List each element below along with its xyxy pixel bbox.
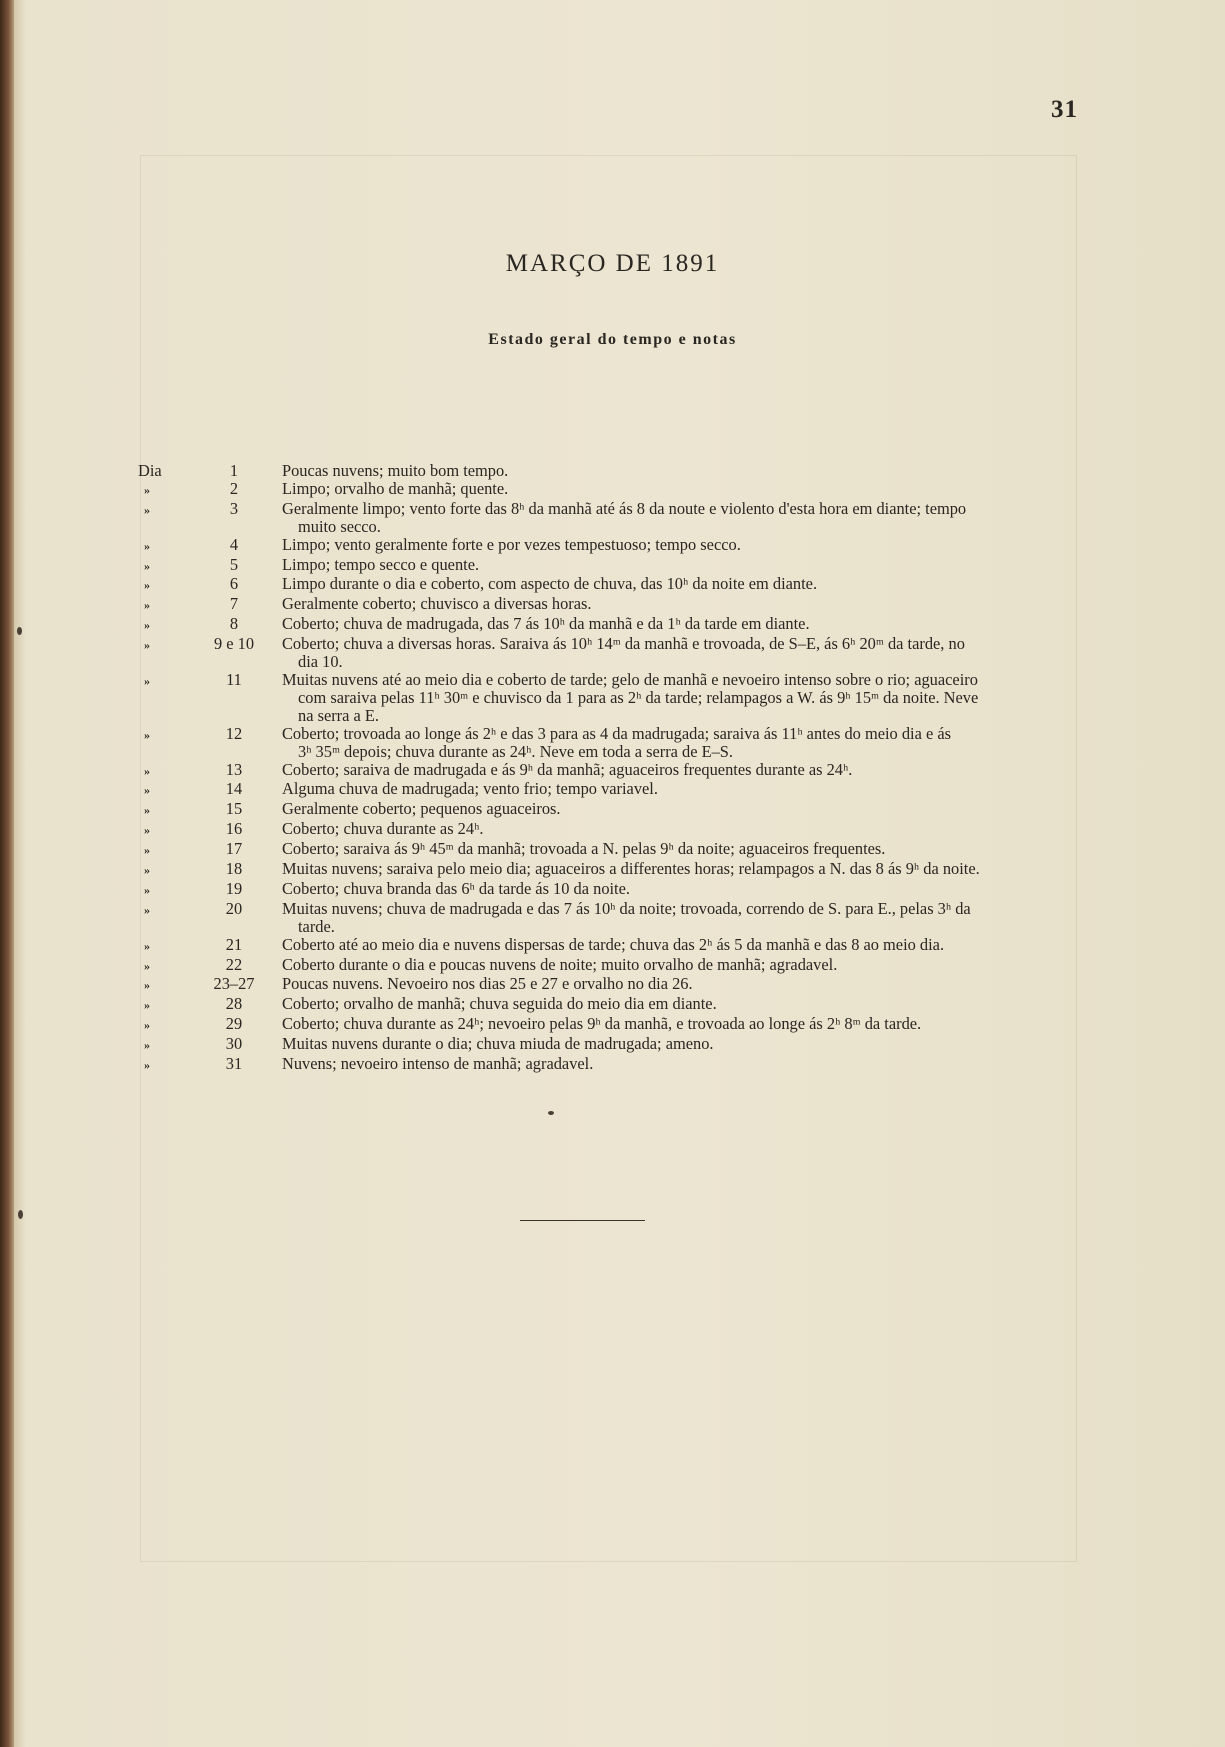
entry-row xyxy=(130,880,1075,900)
entry-day: 12 xyxy=(225,723,243,743)
entry-day: 30 xyxy=(225,1034,243,1054)
entry-row xyxy=(130,956,1075,976)
entry-text xyxy=(282,556,1075,576)
entry-row xyxy=(130,615,1075,635)
ditto-mark: » xyxy=(144,863,150,878)
entry-row xyxy=(130,595,1075,615)
entry-text xyxy=(282,956,1075,976)
entry-text xyxy=(282,575,1075,595)
entry-day: 3 xyxy=(229,498,239,518)
entry-text-continuation: muito secco. xyxy=(298,516,381,536)
entry-day: 31 xyxy=(225,1054,243,1074)
entry-row xyxy=(130,671,1075,725)
entry-row xyxy=(130,1035,1075,1055)
entry-row xyxy=(130,820,1075,840)
entry-text-line: Coberto durante o dia e poucas nuvens de noite; muito orvalho de manhã; agradavel. xyxy=(282,954,838,974)
entry-day: 22 xyxy=(225,954,243,974)
entry-row xyxy=(130,1055,1075,1075)
entry-row xyxy=(130,975,1075,995)
ditto-mark: » xyxy=(144,803,150,818)
entry-day: 6 xyxy=(229,574,239,594)
ditto-mark: » xyxy=(144,958,150,973)
entry-text-line: Coberto; chuva durante as 24ʰ. xyxy=(282,819,484,839)
ditto-mark: » xyxy=(144,902,150,917)
entry-day: 11 xyxy=(226,669,242,689)
entry-day: 13 xyxy=(225,759,243,779)
entry-text xyxy=(282,900,1075,936)
entry-day: 23–27 xyxy=(213,974,255,994)
entry-text-line: Nuvens; nevoeiro intenso de manhã; agradavel. xyxy=(282,1054,594,1074)
entry-text-line: Geralmente limpo; vento forte das 8ʰ da manhã até ás 8 da noute e violento d'esta hora em diante; tempo xyxy=(282,498,967,518)
ditto-mark: » xyxy=(144,1058,150,1073)
ditto-mark: » xyxy=(144,998,150,1013)
entry-text xyxy=(282,671,1075,725)
page-subtitle: Estado geral do tempo e notas xyxy=(488,331,737,348)
entry-text xyxy=(282,975,1075,995)
ditto-mark: » xyxy=(144,978,150,993)
day-column-label: Dia xyxy=(138,461,162,480)
entry-text-continuation: 3ʰ 35ᵐ depois; chuva durante as 24ʰ. Neve em toda a serra de E–S. xyxy=(298,741,734,761)
entry-text xyxy=(282,1055,1075,1075)
entry-text xyxy=(282,635,1075,671)
paper-speck xyxy=(18,1210,23,1219)
entry-row xyxy=(130,900,1075,936)
ditto-mark: » xyxy=(144,763,150,778)
entry-text xyxy=(282,860,1075,880)
entry-text-line: Geralmente coberto; chuvisco a diversas horas. xyxy=(282,594,592,614)
page-number: 31 xyxy=(1051,96,1078,123)
entry-text-line: Coberto; orvalho de manhã; chuva seguida do meio dia em diante. xyxy=(282,994,717,1014)
entry-text-line: Limpo; vento geralmente forte e por vezes tempestuoso; tempo secco. xyxy=(282,534,741,554)
entry-row xyxy=(130,536,1075,556)
entry-day: 19 xyxy=(225,878,243,898)
entry-text-line: Muitas nuvens durante o dia; chuva miuda de madrugada; ameno. xyxy=(282,1034,714,1054)
ditto-mark: » xyxy=(144,823,150,838)
entry-day: 1 xyxy=(229,461,239,480)
entry-text-continuation: com saraiva pelas 11ʰ 30ᵐ e chuvisco da 1 para as 2ʰ da tarde; relampagos a W. ás 9ʰ 15ᵐ da noite. Neve xyxy=(298,687,979,707)
entry-row xyxy=(130,995,1075,1015)
entry-row xyxy=(130,761,1075,781)
closing-rule xyxy=(520,1220,645,1221)
entry-text xyxy=(282,595,1075,615)
entry-text xyxy=(282,462,1075,480)
entry-row xyxy=(130,500,1075,536)
entry-text-line: Coberto até ao meio dia e nuvens dispersas de tarde; chuva das 2ʰ ás 5 da manhã e das 8 ao meio dia. xyxy=(282,934,945,954)
entry-day: 17 xyxy=(225,839,243,859)
entry-text-line: Limpo; orvalho de manhã; quente. xyxy=(282,478,509,498)
entry-row xyxy=(130,480,1075,500)
paper-speck xyxy=(17,627,22,635)
entry-text-continuation: na serra a E. xyxy=(298,705,379,725)
entry-day: 2 xyxy=(229,478,239,498)
entry-text xyxy=(282,780,1075,800)
entry-text-line: Muitas nuvens até ao meio dia e coberto de tarde; gelo de manhã e nevoeiro intenso sobre o rio; aguaceiro xyxy=(282,669,978,689)
entry-day: 29 xyxy=(225,1014,243,1034)
entry-row xyxy=(130,462,1075,480)
entry-row xyxy=(130,936,1075,956)
entry-row xyxy=(130,800,1075,820)
entry-text xyxy=(282,480,1075,500)
entry-day: 7 xyxy=(229,594,239,614)
ditto-mark: » xyxy=(144,558,150,573)
entry-text-line: Limpo durante o dia e coberto, com aspecto de chuva, das 10ʰ da noite em diante. xyxy=(282,574,818,594)
ditto-mark: » xyxy=(144,638,150,653)
entry-text-line: Coberto; chuva de madrugada, das 7 ás 10ʰ da manhã e da 1ʰ da tarde em diante. xyxy=(282,614,810,634)
entry-row xyxy=(130,840,1075,860)
ditto-mark: » xyxy=(144,482,150,497)
entry-text xyxy=(282,840,1075,860)
entry-row xyxy=(130,635,1075,671)
entry-text-line: Coberto; chuva a diversas horas. Saraiva ás 10ʰ 14ᵐ da manhã e trovoada, de S–E, ás 6ʰ 20ᵐ da tarde, no xyxy=(282,634,965,654)
entry-text xyxy=(282,725,1075,761)
entry-text-line: Coberto; chuva branda das 6ʰ da tarde ás 10 da noite. xyxy=(282,878,630,898)
entry-text-line: Poucas nuvens; muito bom tempo. xyxy=(282,461,509,480)
weather-notes-list xyxy=(130,462,1075,1075)
entry-text xyxy=(282,820,1075,840)
entry-text xyxy=(282,615,1075,635)
ditto-mark: » xyxy=(144,1018,150,1033)
entry-text xyxy=(282,936,1075,956)
ditto-mark: » xyxy=(144,938,150,953)
entry-day: 5 xyxy=(229,554,239,574)
entry-text-continuation: tarde. xyxy=(298,916,335,936)
entry-day: 18 xyxy=(225,859,243,879)
entry-day: 14 xyxy=(225,779,243,799)
ditto-mark: » xyxy=(144,727,150,742)
entry-text-continuation: dia 10. xyxy=(298,652,343,672)
ditto-mark: » xyxy=(144,578,150,593)
entry-day: 9 e 10 xyxy=(213,634,255,654)
ditto-mark: » xyxy=(144,783,150,798)
entry-row xyxy=(130,1015,1075,1035)
entry-text-line: Alguma chuva de madrugada; vento frio; tempo variavel. xyxy=(282,779,658,799)
entry-text xyxy=(282,1015,1075,1035)
entry-text xyxy=(282,500,1075,536)
ditto-mark: » xyxy=(144,882,150,897)
ditto-mark: » xyxy=(144,618,150,633)
entry-text-line: Limpo; tempo secco e quente. xyxy=(282,554,480,574)
entry-text-line: Coberto; saraiva ás 9ʰ 45ᵐ da manhã; trovoada a N. pelas 9ʰ da noite; aguaceiros frequentes. xyxy=(282,839,886,859)
entry-text xyxy=(282,800,1075,820)
entry-text-line: Geralmente coberto; pequenos aguaceiros. xyxy=(282,799,561,819)
entry-day: 20 xyxy=(225,898,243,918)
entry-day: 16 xyxy=(225,819,243,839)
entry-row xyxy=(130,575,1075,595)
ditto-mark: » xyxy=(144,843,150,858)
entry-day: 15 xyxy=(225,799,243,819)
entry-text xyxy=(282,995,1075,1015)
paper-speck xyxy=(548,1111,554,1115)
ditto-mark: » xyxy=(144,598,150,613)
entry-text-line: Poucas nuvens. Nevoeiro nos dias 25 e 27 e orvalho no dia 26. xyxy=(282,974,693,994)
entry-text xyxy=(282,1035,1075,1055)
entry-day: 4 xyxy=(229,534,239,554)
entry-text xyxy=(282,880,1075,900)
entry-row xyxy=(130,725,1075,761)
entry-day: 28 xyxy=(225,994,243,1014)
entry-row xyxy=(130,556,1075,576)
entry-day: 8 xyxy=(229,614,239,634)
entry-text-line: Coberto; saraiva de madrugada e ás 9ʰ da manhã; aguaceiros frequentes durante as 24ʰ. xyxy=(282,759,853,779)
entry-row xyxy=(130,780,1075,800)
entry-text-line: Muitas nuvens; saraiva pelo meio dia; aguaceiros a differentes horas; relampagos a N. das 8 ás 9ʰ da noite. xyxy=(282,859,980,879)
page-title: MARÇO DE 1891 xyxy=(505,250,720,277)
ditto-mark: » xyxy=(144,538,150,553)
entry-text-line: Coberto; trovoada ao longe ás 2ʰ e das 3 para as 4 da madrugada; saraiva ás 11ʰ antes do meio dia e ás xyxy=(282,723,951,743)
ditto-mark: » xyxy=(144,1038,150,1053)
ditto-mark: » xyxy=(144,502,150,517)
entry-row xyxy=(130,860,1075,880)
ditto-mark: » xyxy=(144,673,150,688)
entry-text-line: Coberto; chuva durante as 24ʰ; nevoeiro pelas 9ʰ da manhã, e trovoada ao longe ás 2ʰ 8ᵐ da tarde. xyxy=(282,1014,922,1034)
entry-text xyxy=(282,761,1075,781)
entry-text-line: Muitas nuvens; chuva de madrugada e das 7 ás 10ʰ da noite; trovoada, correndo de S. para E., pelas 3ʰ da xyxy=(282,898,971,918)
entry-text xyxy=(282,536,1075,556)
entry-day: 21 xyxy=(225,934,243,954)
